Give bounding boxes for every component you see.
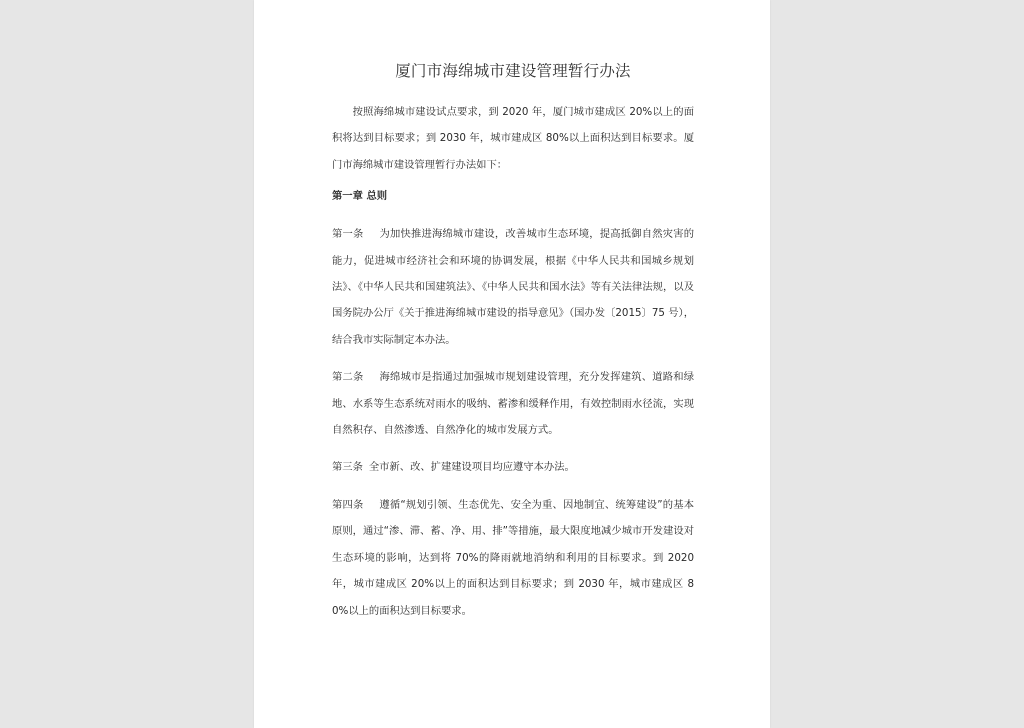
article-1 xyxy=(332,221,694,353)
article-4 xyxy=(332,492,694,624)
intro-paragraph: 按照海绵城市建设试点要求，到 2020 年，厦门城市建成区 20%以上的面积将达到目标要求；到 2030 年，城市建成区 80%以上面积达到目标要求。厦门市海绵城市建设管理暂行办法如下： xyxy=(332,106,694,171)
article-3-label: 第三条 xyxy=(332,461,363,474)
document-title: 厦门市海绵城市建设管理暂行办法 xyxy=(395,62,631,80)
article-3-text: 全市新、改、扩建建设项目均应遵守本办法。 xyxy=(368,461,575,474)
article-4-text: 遵循“规划引领、生态优先、安全为重、因地制宜、统筹建设”的基本原则，通过“渗、滞、蓄、净、用、排”等措施，最大限度地减少城市开发建设对生态环境的影响，达到将 70%的降雨就地消纳和利用的目标要求。到 2020 年，城市建成区 20%以上的面积达到目标要求；到 2030 年，城市建成区 80%以上的面积达到目标要求。 xyxy=(332,498,694,617)
document-page xyxy=(254,0,770,728)
article-2-text: 海绵城市是指通过加强城市规划建设管理，充分发挥建筑、道路和绿地、水系等生态系统对雨水的吸纳、蓄渗和缓释作用，有效控制雨水径流，实现自然积存、自然渗透、自然净化的城市发展方式。 xyxy=(332,371,695,437)
article-2 xyxy=(332,364,694,443)
chapter-heading: 第一章 总则 xyxy=(332,190,388,203)
article-3 xyxy=(332,454,694,480)
article-1-text: 为加快推进海绵城市建设，改善城市生态环境，提高抵御自然灾害的能力，促进城市经济社会和环境的协调发展，根据《中华人民共和国城乡规划法》、《中华人民共和国建筑法》、《中华人民共和国水法》等有关法律法规，以及国务院办公厅《关于推进海绵城市建设的指导意见》（国办发〔2015〕75 号），结合我市实际制定本办法。 xyxy=(332,228,695,346)
article-1-label: 第一条 xyxy=(332,228,364,241)
page-content xyxy=(332,60,694,624)
article-2-label: 第二条 xyxy=(332,371,364,384)
article-4-label: 第四条 xyxy=(332,498,364,511)
